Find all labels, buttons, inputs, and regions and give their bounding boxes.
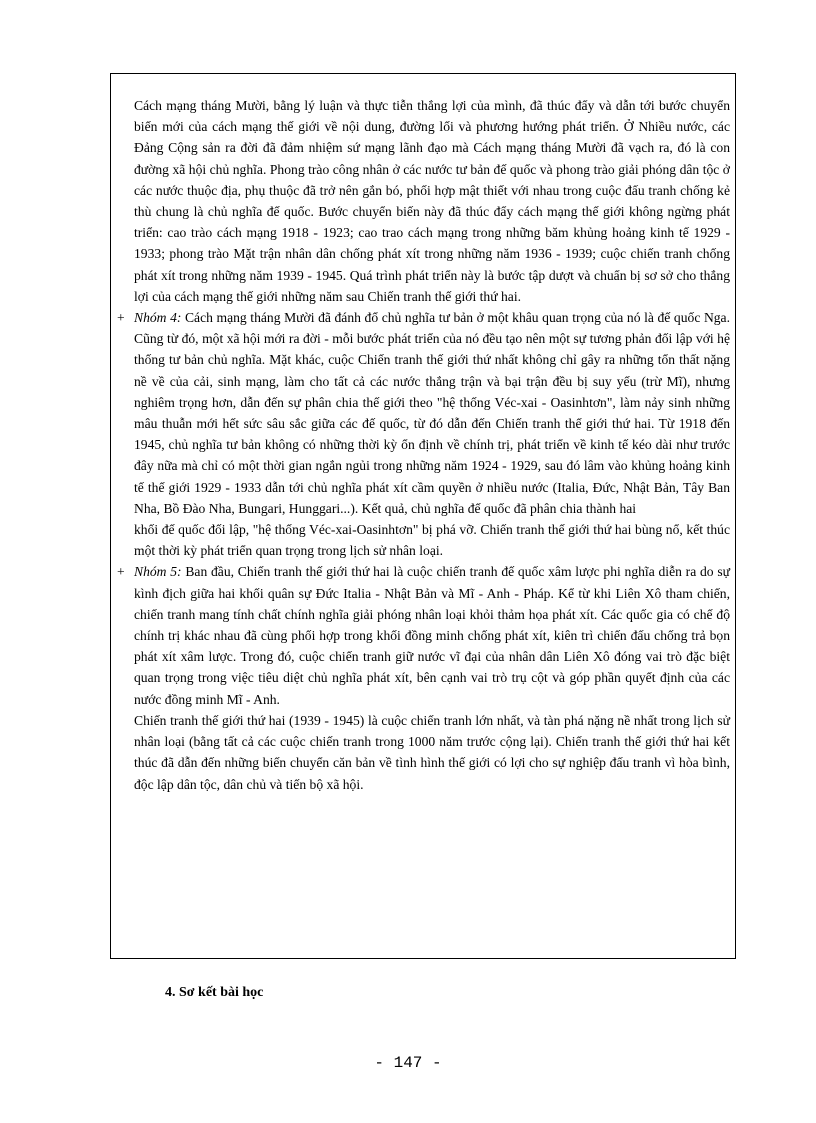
bullet-plus: + [117,564,125,580]
section-heading: 4. Sơ kết bài học [165,985,264,1000]
group-4-label: Nhóm 4: [134,310,182,326]
bullet-plus: + [117,310,125,326]
group-4-continuation: khối đế quốc đối lập, "hệ thống Véc-xai-Oasinhtơn" bị phá vỡ. Chiến tranh thế giới thứ hai bùng nổ, kết thúc một thời kỳ phát triển quan trọng trong lịch sử nhân loại. [134,522,730,559]
group-5-label: Nhóm 5: [134,564,182,580]
page-number: - 147 - [374,1054,442,1072]
group-5-item [117,561,730,709]
document-body [117,95,730,795]
conclusion-paragraph: Chiến tranh thế giới thứ hai (1939 - 1945) là cuộc chiến tranh lớn nhất, và tàn phá nặng nề nhất trong lịch sử nhân loại (bằng tất cả các cuộc chiến tranh trong 1000 năm trước cộng lại). Chiến tranh thế giới thứ hai kết thúc đã dẫn đến những biến chuyển căn bản về tình hình thế giới có lợi cho sự nghiệp đấu tranh vì hòa bình, độc lập dân tộc, dân chủ và tiến bộ xã hội. [134,712,730,792]
group-5-text: Ban đầu, Chiến tranh thế giới thứ hai là cuộc chiến tranh đế quốc xâm lược phi nghĩa diễn ra do sự kình địch giữa hai khối quân sự Đức Italia - Nhật Bản và Mĩ - Anh - Pháp. Kể từ khi Liên Xô tham chiến, chiến tranh mang tính chất chính nghĩa giải phóng nhân loại khỏi thảm họa phát xít. Các quốc gia có chế độ chính trị khác nhau đã cùng phối hợp trong khối đồng minh chống phát xít, kiên trì chiến đấu chống trả bọn phát xít xâm lược. Trong đó, cuộc chiến tranh giữ nước vĩ đại của nhân dân Liên Xô đóng vai trò đặc biệt quan trọng trong việc tiêu diệt chủ nghĩa phát xít, bên cạnh vai trò trụ cột và góp phần quyết định của các nước đồng minh Mĩ - Anh. [134,564,730,707]
group-4-text: Cách mạng tháng Mười đã đánh đổ chủ nghĩa tư bản ở một khâu quan trọng của nó là đế quốc Nga. Cũng từ đó, một xã hội mới ra đời - mỗi bước phát triển của nó đều tạo nên một sự tương phản đối lập với hệ thống tư bản chủ nghĩa. Mặt khác, cuộc Chiến tranh thế giới thứ nhất không chỉ gây ra những tổn thất nặng nề về của cải, sinh mạng, làm cho tất cả các nước thắng trận và bại trận đều bị suy yếu (trừ Mĩ), nhưng nghiêm trọng hơn, dẫn đến sự phân chia thế giới theo "hệ thống Véc-xai - Oasinhtơn", làm nảy sinh những mâu thuẫn mới hết sức sâu sắc giữa các đế quốc, từ đó dẫn đến Chiến tranh thế giới thứ hai. Từ 1918 đến 1945, chủ nghĩa tư bản không có những thời kỳ ổn định về chính trị, phát triển về kinh tế kéo dài như trước đây nữa mà chỉ có một thời gian ngắn ngủi trong những năm 1924 - 1929, sau đó lâm vào khủng hoảng kinh tế thế giới 1929 - 1933 dẫn tới chủ nghĩa phát xít cầm quyền ở nhiều nước (Italia, Đức, Nhật Bản, Tây Ban Nha, Bồ Đào Nha, Bungari, Hunggari...). Kết quả, chủ nghĩa đế quốc đã phân chia thành hai [134,310,730,516]
group-4-item [117,307,730,561]
intro-paragraph: Cách mạng tháng Mười, bằng lý luận và thực tiễn thắng lợi của mình, đã thúc đẩy và dẫn tới bước chuyển biến mới của cách mạng thế giới về nội dung, đường lối và phương hướng phát triển. Ở Nhiều nước, các Đảng Cộng sản ra đời đã đảm nhiệm sứ mạng lãnh đạo mà Cách mạng tháng Mười đã vạch ra, đó là con đường xã hội chủ nghĩa. Phong trào công nhân ở các nước tư bản đế quốc và phong trào giải phóng dân tộc ở các nước thuộc địa, phụ thuộc đã trở nên gắn bó, phối hợp mật thiết với nhau trong cuộc đấu tranh chống kẻ thù chung là chủ nghĩa đế quốc. Bước chuyển biến này đã thúc đẩy cách mạng thế giới không ngừng phát triển: cao trào cách mạng 1918 - 1923; cao trao cách mạng trong những băm khủng hoảng kinh tế 1929 - 1933; phong trào Mặt trận nhân dân chống phát xít trong những năm 1936 - 1939; cuộc chiến tranh chống phát xít trong những năm 1939 - 1945. Quá trình phát triển này là bước tập dượt và chuẩn bị sơ sở cho thắng lợi của cách mạng thế giới những năm sau Chiến tranh thế giới thứ hai. [134,98,730,304]
